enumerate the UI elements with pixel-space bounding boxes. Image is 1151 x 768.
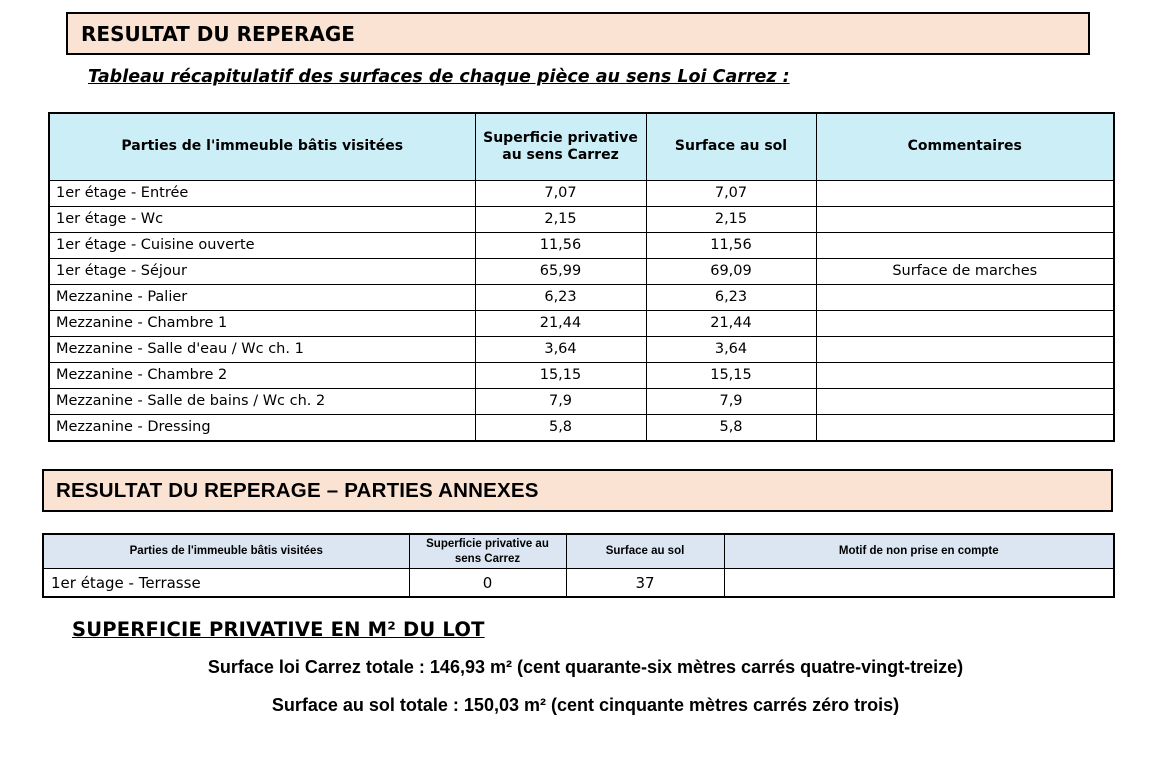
cell-carrez: 2,15 <box>475 207 646 233</box>
cell-sol: 11,56 <box>646 233 816 259</box>
cell-carrez: 0 <box>409 569 566 598</box>
table-row <box>49 233 1114 259</box>
cell-sol: 7,07 <box>646 181 816 207</box>
cell-part: Mezzanine - Palier <box>49 285 475 311</box>
table-row <box>49 207 1114 233</box>
annexes-table <box>42 533 1115 598</box>
table-row <box>49 337 1114 363</box>
cell-part: 1er étage - Séjour <box>49 259 475 285</box>
column-header-carrez: Superficie privative au sens Carrez <box>475 113 646 181</box>
column-header-parties: Parties de l'immeuble bâtis visitées <box>43 534 409 569</box>
cell-part: Mezzanine - Salle de bains / Wc ch. 2 <box>49 389 475 415</box>
table-row <box>49 259 1114 285</box>
cell-part: 1er étage - Terrasse <box>43 569 409 598</box>
cell-motif <box>724 569 1114 598</box>
cell-carrez: 7,9 <box>475 389 646 415</box>
cell-comment: Surface de marches <box>816 259 1114 285</box>
cell-carrez: 3,64 <box>475 337 646 363</box>
cell-part: Mezzanine - Salle d'eau / Wc ch. 1 <box>49 337 475 363</box>
table-row <box>49 311 1114 337</box>
cell-sol: 21,44 <box>646 311 816 337</box>
table-row <box>49 363 1114 389</box>
column-header-parties: Parties de l'immeuble bâtis visitées <box>49 113 475 181</box>
table-header-row <box>43 534 1114 569</box>
column-header-sol: Surface au sol <box>566 534 724 569</box>
lot-surface-title: SUPERFICIE PRIVATIVE EN M² DU LOT <box>72 618 485 641</box>
cell-sol: 2,15 <box>646 207 816 233</box>
cell-carrez: 5,8 <box>475 415 646 442</box>
table-row <box>49 181 1114 207</box>
cell-comment <box>816 181 1114 207</box>
table-row <box>43 569 1114 598</box>
cell-sol: 5,8 <box>646 415 816 442</box>
column-header-commentaires: Commentaires <box>816 113 1114 181</box>
table-header-row <box>49 113 1114 181</box>
cell-comment <box>816 311 1114 337</box>
cell-part: Mezzanine - Chambre 1 <box>49 311 475 337</box>
cell-comment <box>816 233 1114 259</box>
cell-comment <box>816 415 1114 442</box>
cell-comment <box>816 389 1114 415</box>
cell-part: 1er étage - Wc <box>49 207 475 233</box>
cell-carrez: 6,23 <box>475 285 646 311</box>
cell-carrez: 21,44 <box>475 311 646 337</box>
cell-comment <box>816 285 1114 311</box>
cell-comment <box>816 363 1114 389</box>
annexes-result-banner <box>42 469 1113 512</box>
cell-comment <box>816 207 1114 233</box>
cell-part: 1er étage - Entrée <box>49 181 475 207</box>
cell-sol: 37 <box>566 569 724 598</box>
carrez-table-subtitle: Tableau récapitulatif des surfaces de chaque pièce au sens Loi Carrez : <box>88 67 790 87</box>
cell-carrez: 7,07 <box>475 181 646 207</box>
cell-sol: 3,64 <box>646 337 816 363</box>
reperage-result-banner <box>66 12 1090 55</box>
annexes-result-title: RESULTAT DU REPERAGE – PARTIES ANNEXES <box>56 478 539 502</box>
cell-part: Mezzanine - Dressing <box>49 415 475 442</box>
cell-part: Mezzanine - Chambre 2 <box>49 363 475 389</box>
sol-total-line: Surface au sol totale : 150,03 m² (cent cinquante mètres carrés zéro trois) <box>271 695 900 715</box>
cell-carrez: 15,15 <box>475 363 646 389</box>
column-header-sol: Surface au sol <box>646 113 816 181</box>
carrez-surfaces-table <box>48 112 1115 442</box>
cell-sol: 7,9 <box>646 389 816 415</box>
table-row <box>49 285 1114 311</box>
column-header-carrez: Superficie privative au sens Carrez <box>409 534 566 569</box>
reperage-result-title: RESULTAT DU REPERAGE <box>81 21 355 46</box>
table-row <box>49 415 1114 442</box>
carrez-total-line: Surface loi Carrez totale : 146,93 m² (cent quarante-six mètres carrés quatre-vingt-treize) <box>207 657 964 677</box>
cell-sol: 69,09 <box>646 259 816 285</box>
column-header-motif: Motif de non prise en compte <box>724 534 1114 569</box>
cell-sol: 15,15 <box>646 363 816 389</box>
cell-comment <box>816 337 1114 363</box>
cell-carrez: 65,99 <box>475 259 646 285</box>
cell-sol: 6,23 <box>646 285 816 311</box>
cell-carrez: 11,56 <box>475 233 646 259</box>
table-row <box>49 389 1114 415</box>
cell-part: 1er étage - Cuisine ouverte <box>49 233 475 259</box>
